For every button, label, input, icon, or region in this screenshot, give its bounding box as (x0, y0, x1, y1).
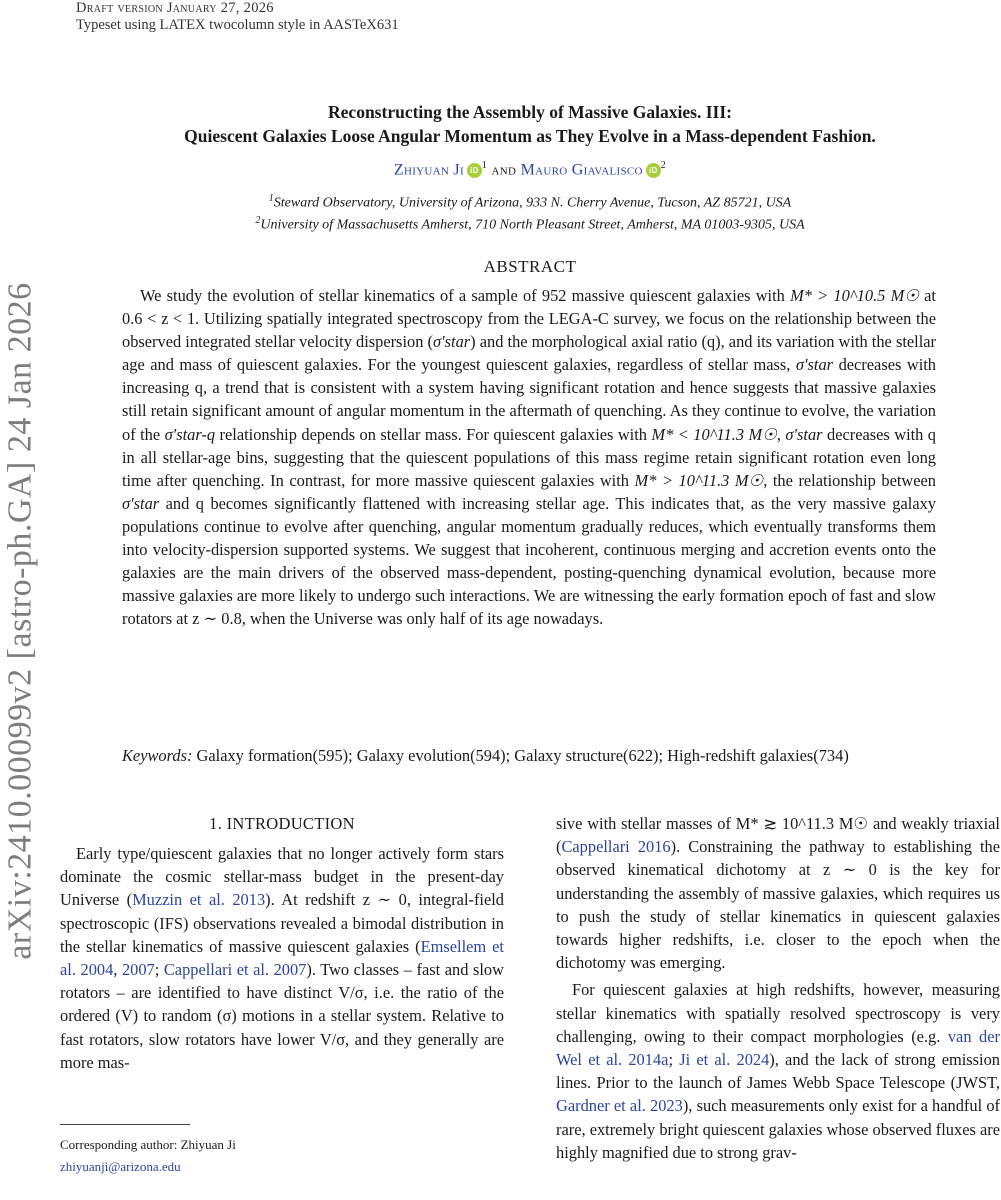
abstract-body: We study the evolution of stellar kinematics of a sample of 952 massive quiescent galaxies with M* > 10^10.5 M☉ at 0.6 < z < 1. Utilizing spatially integrated spectroscopy from the LEGA-C survey, we focus on the relationship between the observed integrated stellar velocity dispersion (σ′star) and the morphological axial ratio (q), and its variation with the stellar age and mass of quiescent galaxies. For the youngest quiescent galaxies, regardless of stellar mass, σ′star decreases with increasing q, a trend that is consistent with a system having significant rotation and hence suggests that massive galaxies still retain significant amount of angular momentum in the aftermath of quenching. As they continue to evolve, the variation of the σ′star-q relationship depends on stellar mass. For quiescent galaxies with M* < 10^11.3 M☉, σ′star decreases with q in all stellar-age bins, suggesting that the quiescent populations of this mass regime retain significant rotation even long time after quenching. In contrast, for more massive quiescent galaxies with M* > 10^11.3 M☉, the relationship between σ′star and q becomes significantly flattened with increasing stellar age. This indicates that, as the very massive galaxy populations continue to evolve after quenching, angular momentum gradually reduces, which eventually transforms them into velocity-dispersion supported systems. We suggest that incoherent, continuous merging and accretion events onto the galaxies are the main drivers of the observed mass-dependent, posting-quenching dynamical evolution, because more massive galaxies are more likely to undergo such interactions. We are witnessing the early formation epoch of fast and slow rotators at z ∼ 0.8, when the Universe was only half of its age nowadays. (122, 286, 937, 629)
abstract-text: , the relationship between (763, 470, 936, 490)
abstract-text: decreases with increasing q, a trend that is consistent with a system having significant rotation and hence suggests that massive galaxies still retain significant amount of angular momentum in the aftermath of quenching. As they continue to evolve, the variation of the (122, 355, 936, 444)
author-link-ji[interactable]: Zhiyuan Ji (393, 161, 464, 179)
intro-text: For quiescent galaxies at high redshifts, however, measuring stellar kinematics with spatially resolved spectroscopy is very challenging, owing to their compact morphologies (e.g. (556, 980, 1000, 1046)
intro-text: Early type/quiescent galaxies that no longer actively form stars dominate the cosmic stellar-mass budget in the present-day Universe ( (60, 844, 504, 910)
abstract-text: and q becomes significantly flattened with increasing stellar age. This indicates that, as the very massive galaxy populations continue to evolve after quenching, angular momentum gradually reduces, which eventually transforms them into velocity-dispersion supported systems. We suggest that incoherent, continuous merging and accretion events onto the galaxies are the main drivers of the observed mass-dependent, posting-quenching dynamical evolution, because more massive galaxies are more likely to undergo such interactions. We are witnessing the early formation epoch of fast and slow rotators at z ∼ 0.8, when the Universe was only half of its age nowadays. (122, 493, 936, 629)
abstract-text: ) and the morphological axial ratio (q), and its variation with the stellar age and mass of quiescent galaxies. For the youngest quiescent galaxies, regardless of stellar mass, (122, 332, 936, 375)
section-heading: 1. INTRODUCTION (209, 814, 355, 833)
math-mass-high: M* > 10^11.3 M☉ (634, 470, 764, 490)
citation-link[interactable]: 2007 (121, 960, 155, 980)
math-mass-threshold: M* > 10^10.5 M☉ (790, 286, 919, 305)
affiliation-sup: 1 (268, 193, 274, 204)
citation-link[interactable]: Emsellem et al. 2004 (60, 936, 504, 980)
author-sup: 2 (660, 160, 667, 171)
math-sigma-q: σ′star-q (164, 424, 216, 444)
affiliation-2 (60, 215, 1000, 234)
footnote-rule (60, 1124, 190, 1125)
author-link-giavalisco[interactable]: Mauro Giavalisco (520, 161, 643, 179)
title-line-1: Reconstructing the Assembly of Massive Galaxies. III: (328, 102, 732, 122)
intro-paragraph (556, 978, 1000, 1164)
intro-text: ). Two classes – fast and slow rotators – are identified to have distinct V/σ, i.e. the ratio of the ordered (V) to random (σ) motions in a stellar system. Relative to fast rotators, slow rotators have lower V/σ, and they generally are more mas- (60, 960, 504, 1072)
email-link[interactable]: zhiyuanji@arizona.edu (60, 1159, 181, 1174)
corresponding-author: Corresponding author: Zhiyuan Ji (60, 1137, 236, 1152)
affiliation-1 (60, 193, 1000, 212)
author-connector: and (491, 161, 517, 179)
affiliation-text: Steward Observatory, University of Arizona, 933 N. Cherry Avenue, Tucson, AZ 85721, USA (273, 195, 792, 211)
orcid-icon[interactable]: iD (467, 163, 482, 178)
math-sigma: σ′star (785, 424, 823, 444)
math-sigma: σ′star (432, 332, 471, 352)
intro-left-column (60, 842, 504, 1074)
intro-text: ). Constraining the pathway to establishing the observed kinematical dichotomy at z ∼ 0 is the key for understanding the assembly of massive galaxies, which requires us to push the study of stellar kinematics in quiescent galaxies towards higher redshifts, i.e. closer to the epoch when the dichotomy was emerging. (556, 837, 1000, 973)
abstract-heading: ABSTRACT (483, 257, 577, 276)
keywords-label: Keywords: (122, 746, 193, 765)
orcid-icon[interactable]: iD (646, 163, 661, 178)
keywords-list: Galaxy formation(595); Galaxy evolution(594); Galaxy structure(622); High-redshift galaxies(734) (196, 746, 849, 765)
math-sigma: σ′star (122, 493, 160, 513)
intro-paragraph (556, 812, 1000, 974)
arxiv-id: arXiv:2410.00099v2 [astro-ph.GA] 24 Jan 2026 (2, 282, 40, 960)
draft-header (76, 0, 274, 17)
citation-link[interactable]: Gardner et al. 2023 (556, 1096, 683, 1116)
intro-text: ), such measurements only exist for a handful of rare, extremely bright quiescent galaxies whose observed fluxes are highly magnified due to strong grav- (556, 1096, 1000, 1162)
citation-link[interactable]: van der Wel et al. 2014a (556, 1026, 1000, 1070)
math-mass-low: M* < 10^11.3 M☉ (651, 424, 777, 444)
typeset-header (76, 17, 399, 34)
intro-text: ; (668, 1050, 680, 1070)
math-sigma: σ′star (795, 355, 834, 375)
intro-right-column (556, 812, 1000, 1164)
author-list (60, 160, 1000, 179)
typeset-note: Typeset using LATEX twocolumn style in AASTeX631 (76, 17, 399, 33)
citation-link[interactable]: Ji et al. 2024 (679, 1050, 770, 1070)
affiliation-sup: 2 (255, 215, 261, 226)
citation-link[interactable]: Muzzin et al. 2013 (132, 890, 266, 910)
title-line-2: Quiescent Galaxies Loose Angular Momentum as They Evolve in a Mass-dependent Fashion. (184, 126, 876, 146)
intro-text: ; (154, 960, 164, 980)
arxiv-sidebar (0, 226, 42, 1016)
paper-title (60, 100, 1000, 148)
abstract-text: We study the evolution of stellar kinematics of a sample of 952 massive quiescent galaxies with (140, 286, 785, 305)
abstract-text: at 0.6 < z < 1. Utilizing spatially integrated spectroscopy from the LEGA-C survey, we focus on the relationship between the observed integrated stellar velocity dispersion ( (122, 286, 936, 352)
draft-version: Draft version January 27, 2026 (76, 0, 274, 16)
abstract-text: relationship depends on stellar mass. For quiescent galaxies with (219, 424, 647, 444)
abstract-text: decreases with q in all stellar-age bins, suggesting that the quiescent populations of this mass regime retain significant rotation even long time after quenching. In contrast, for more massive quiescent galaxies with (122, 424, 937, 490)
intro-text: , (113, 960, 122, 980)
intro-text: ). At redshift z ∼ 0, integral-field spectroscopic (IFS) observations revealed a bimodal distribution in the stellar kinematics of massive quiescent galaxies ( (60, 890, 504, 956)
citation-link[interactable]: Cappellari 2016 (561, 837, 671, 857)
keywords (122, 744, 1001, 767)
footnote (60, 1134, 236, 1178)
citation-link[interactable]: Cappellari et al. 2007 (163, 960, 307, 980)
intro-text: ), and the lack of strong emission lines. Prior to the launch of James Webb Space Telescope (JWST, (556, 1050, 1001, 1093)
intro-text: sive with stellar masses of M* ≳ 10^11.3 M☉ and weakly triaxial ( (556, 814, 1000, 857)
affiliation-text: University of Massachusetts Amherst, 710 North Pleasant Street, Amherst, MA 01003-9305, USA (260, 217, 805, 233)
author-sup: 1 (481, 160, 488, 171)
